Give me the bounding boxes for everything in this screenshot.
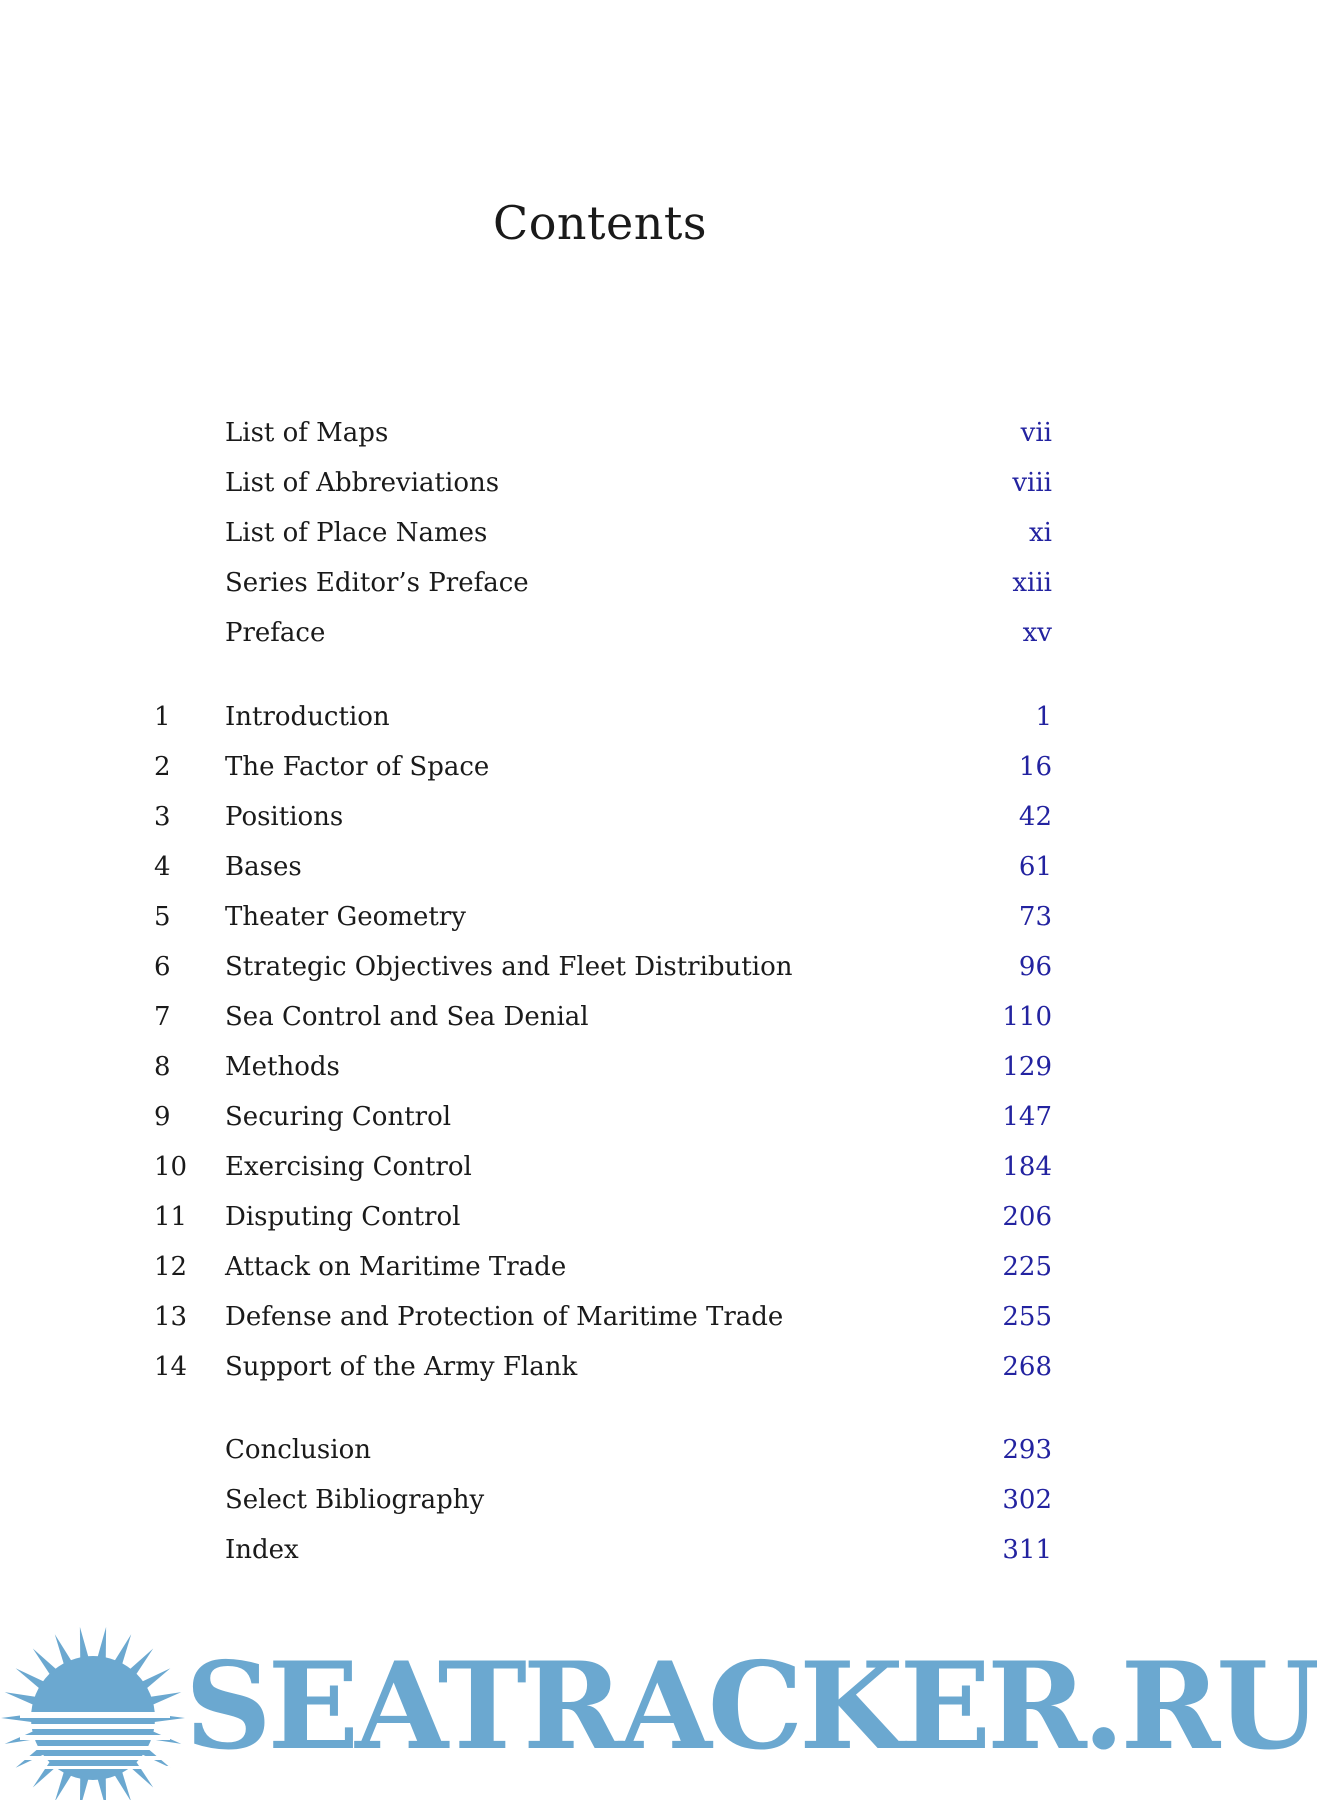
toc-title: Sea Control and Sea Denial — [225, 1002, 589, 1032]
toc-page-link[interactable]: xi — [1029, 518, 1052, 548]
toc-chapter-number: 3 — [154, 802, 171, 832]
toc-entry-list-of-abbreviations[interactable] — [150, 461, 1052, 505]
toc-page-link[interactable]: xiii — [1012, 568, 1052, 598]
toc-page-link[interactable]: viii — [1012, 468, 1052, 498]
toc-chapter-number: 13 — [154, 1302, 188, 1332]
toc-page-link[interactable]: 225 — [1002, 1252, 1052, 1282]
toc-chapter-number: 1 — [154, 702, 171, 732]
toc-title: Methods — [225, 1052, 340, 1082]
toc-title: Bases — [225, 852, 302, 882]
toc-chapter-number: 8 — [154, 1052, 171, 1082]
toc-chapter-number: 12 — [154, 1252, 188, 1282]
toc-page-link[interactable]: 16 — [1018, 752, 1052, 782]
toc-title: Series Editor’s Preface — [225, 568, 529, 598]
toc-page-link[interactable]: vii — [1020, 418, 1052, 448]
toc-entry-preface[interactable] — [150, 611, 1052, 655]
toc-chapter-number: 9 — [154, 1102, 171, 1132]
toc-title: Strategic Objectives and Fleet Distribution — [225, 952, 793, 982]
toc-page-link[interactable]: 96 — [1018, 952, 1052, 982]
toc-entry-list-of-maps[interactable] — [150, 411, 1052, 455]
toc-chapter-number: 2 — [154, 752, 171, 782]
watermark-text: SEATRACKER.RU — [185, 1636, 1317, 1777]
toc-entry-chapter-10[interactable] — [150, 1145, 1052, 1189]
toc-title: Conclusion — [225, 1435, 371, 1465]
toc-entry-series-editors-preface[interactable] — [150, 561, 1052, 605]
toc-title: Theater Geometry — [225, 902, 466, 932]
toc-title: Securing Control — [225, 1102, 452, 1132]
toc-chapter-number: 10 — [154, 1152, 188, 1182]
toc-title: The Factor of Space — [225, 752, 490, 782]
toc-entry-chapter-5[interactable] — [150, 895, 1052, 939]
page-title: Contents — [493, 195, 707, 250]
toc-page-link[interactable]: 147 — [1002, 1102, 1052, 1132]
toc-title: List of Abbreviations — [225, 468, 500, 498]
toc-entry-select-bibliography[interactable] — [150, 1478, 1052, 1522]
toc-entry-chapter-3[interactable] — [150, 795, 1052, 839]
toc-page-link[interactable]: 61 — [1018, 852, 1052, 882]
toc-title: Preface — [225, 618, 326, 648]
toc-page-link[interactable]: 110 — [1002, 1002, 1052, 1032]
toc-entry-chapter-1[interactable] — [150, 695, 1052, 739]
toc-chapter-number: 5 — [154, 902, 171, 932]
toc-page-link[interactable]: 42 — [1018, 802, 1052, 832]
toc-entry-chapter-6[interactable] — [150, 945, 1052, 989]
toc-entry-chapter-13[interactable] — [150, 1295, 1052, 1339]
toc-title: List of Place Names — [225, 518, 488, 548]
toc-entry-chapter-2[interactable] — [150, 745, 1052, 789]
toc-page-link[interactable]: 311 — [1002, 1535, 1052, 1565]
toc-title: Positions — [225, 802, 344, 832]
toc-title: List of Maps — [225, 418, 389, 448]
toc-entry-chapter-7[interactable] — [150, 995, 1052, 1039]
toc-title: Attack on Maritime Trade — [225, 1252, 567, 1282]
toc-chapter-number: 14 — [154, 1352, 188, 1382]
toc-title: Select Bibliography — [225, 1485, 485, 1515]
toc-page-link[interactable]: 293 — [1002, 1435, 1052, 1465]
toc-entry-chapter-11[interactable] — [150, 1195, 1052, 1239]
toc-chapter-number: 7 — [154, 1002, 171, 1032]
toc-title: Introduction — [225, 702, 390, 732]
toc-page-link[interactable]: 129 — [1002, 1052, 1052, 1082]
toc-entry-index[interactable] — [150, 1528, 1052, 1572]
toc-page-link[interactable]: 268 — [1002, 1352, 1052, 1382]
toc-entry-conclusion[interactable] — [150, 1428, 1052, 1472]
toc-title: Index — [225, 1535, 299, 1565]
sun-icon — [0, 1620, 190, 1800]
toc-page-link[interactable]: 302 — [1002, 1485, 1052, 1515]
toc-chapter-number: 11 — [154, 1202, 188, 1232]
toc-entry-list-of-place-names[interactable] — [150, 511, 1052, 555]
toc-entry-chapter-14[interactable] — [150, 1345, 1052, 1389]
toc-chapter-number: 4 — [154, 852, 171, 882]
toc-title: Defense and Protection of Maritime Trade — [225, 1302, 784, 1332]
toc-title: Disputing Control — [225, 1202, 461, 1232]
toc-title: Exercising Control — [225, 1152, 472, 1182]
toc-page-link[interactable]: xv — [1022, 618, 1052, 648]
toc-entry-chapter-12[interactable] — [150, 1245, 1052, 1289]
toc-page-link[interactable]: 206 — [1002, 1202, 1052, 1232]
toc-page-link[interactable]: 1 — [1035, 702, 1052, 732]
toc-chapter-number: 6 — [154, 952, 171, 982]
toc-entry-chapter-9[interactable] — [150, 1095, 1052, 1139]
toc-page-link[interactable]: 255 — [1002, 1302, 1052, 1332]
toc-title: Support of the Army Flank — [225, 1352, 578, 1382]
toc-entry-chapter-8[interactable] — [150, 1045, 1052, 1089]
toc-page-link[interactable]: 73 — [1018, 902, 1052, 932]
toc-entry-chapter-4[interactable] — [150, 845, 1052, 889]
toc-page-link[interactable]: 184 — [1002, 1152, 1052, 1182]
